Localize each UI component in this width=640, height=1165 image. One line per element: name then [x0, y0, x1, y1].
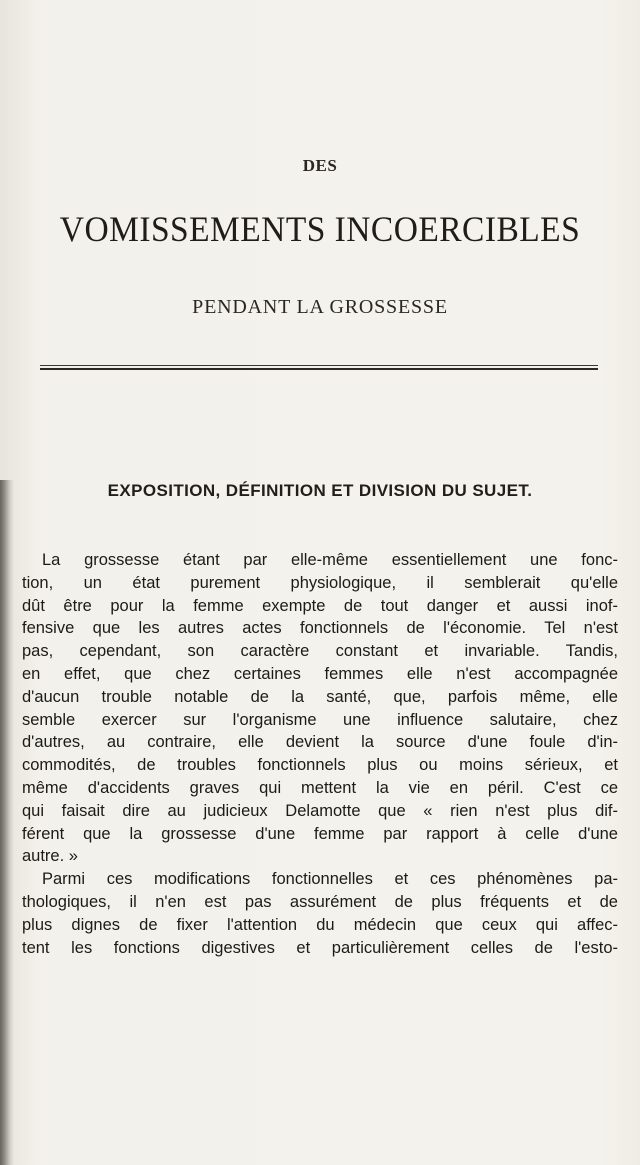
text-line: Parmi ces modifications fonctionnelles et ces phénomènes pa- [42, 870, 618, 889]
text-line: fensive que les autres actes fonctionnels de l'économie. Tel n'est [22, 619, 618, 638]
rule-thick-line [40, 368, 598, 370]
text-line: autre. » [22, 847, 78, 866]
double-rule-divider [40, 365, 598, 371]
text-line: commodités, de troubles fonctionnels plus ou moins sérieux, et [22, 756, 618, 775]
rule-thin-line [40, 365, 598, 366]
text-line: férent que la grossesse d'une femme par rapport à celle d'une [22, 824, 618, 843]
text-line: thologiques, il n'en est pas assurément de plus fréquents et de [22, 892, 618, 911]
text-line: en effet, que chez certaines femmes elle n'est accompagnée [22, 664, 618, 683]
paragraph [22, 549, 618, 868]
text-line: tent les fonctions digestives et particulièrement celles de l'esto- [22, 938, 618, 957]
text-line: d'autres, au contraire, elle devient la source d'une foule d'in- [22, 733, 618, 752]
text-line: semble exercer sur l'organisme une influence salutaire, chez [22, 710, 618, 729]
text-line: plus dignes de fixer l'attention du médecin que ceux qui affec- [22, 915, 618, 934]
title-preposition: DES [302, 156, 338, 175]
section-heading: EXPOSITION, DÉFINITION ET DIVISION DU SUJET. [107, 481, 533, 500]
page-subtitle: PENDANT LA GROSSESSE [192, 296, 448, 318]
text-line: qui faisait dire au judicieux Delamotte que « rien n'est plus dif- [22, 801, 618, 820]
text-line: tion, un état purement physiologique, il semblerait qu'elle [22, 573, 618, 592]
text-line: d'aucun trouble notable de la santé, que, parfois même, elle [22, 687, 618, 706]
text-line: même d'accidents graves qui mettent la vie en péril. C'est ce [22, 778, 618, 797]
text-line: dût être pour la femme exempte de tout danger et aussi inof- [22, 596, 618, 615]
paragraph [22, 868, 618, 959]
text-line: La grossesse étant par elle-même essentiellement une fonc- [42, 551, 618, 569]
binding-shadow [0, 480, 14, 1165]
body-text [22, 549, 618, 959]
page-title: VOMISSEMENTS INCOERCIBLES [59, 209, 581, 249]
text-line: pas, cependant, son caractère constant et invariable. Tandis, [22, 642, 618, 661]
